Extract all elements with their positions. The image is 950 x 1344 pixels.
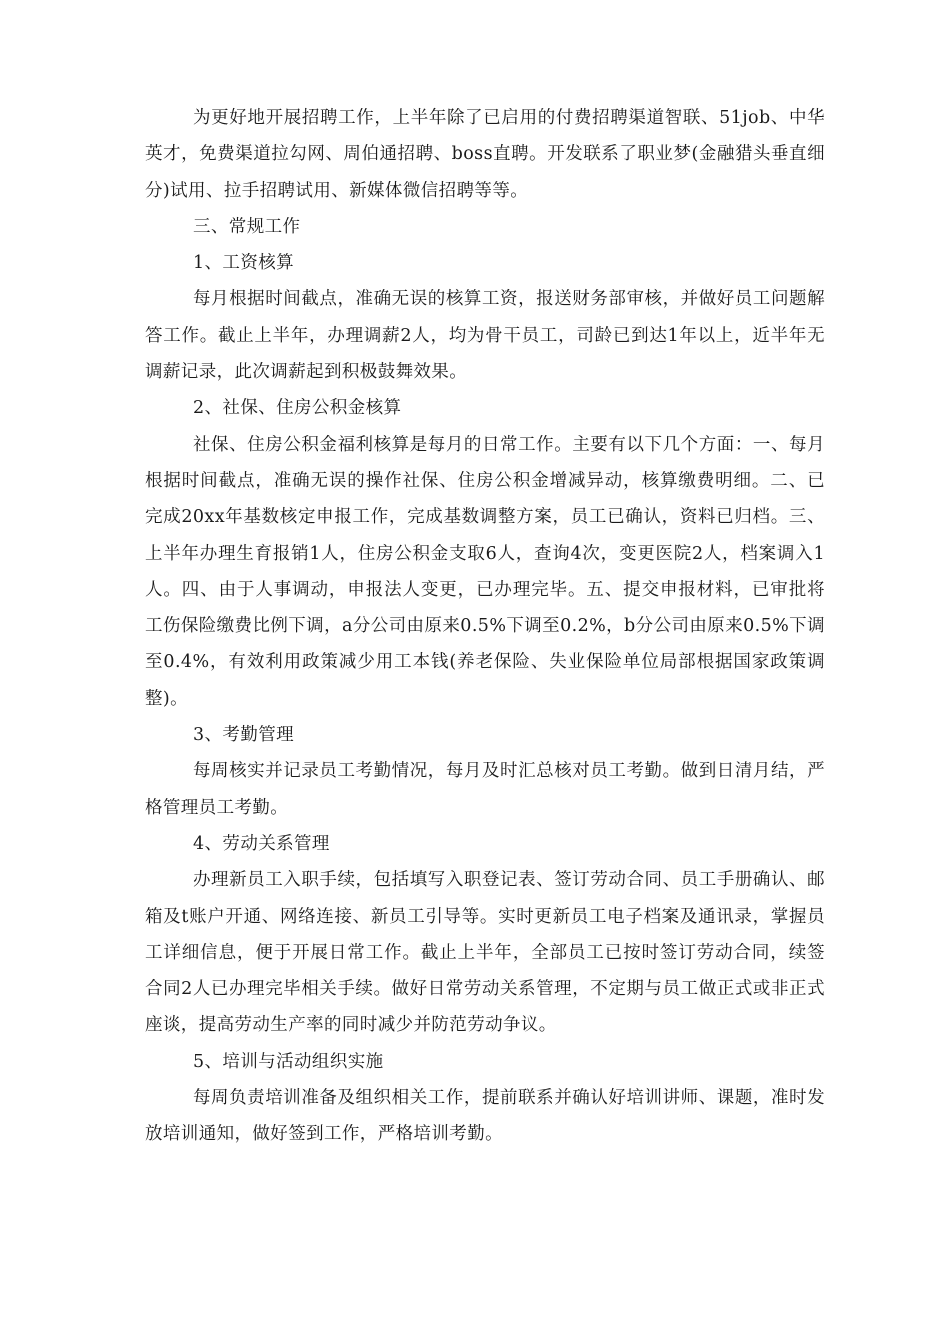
document-page <box>145 100 825 1153</box>
paragraph-social-insurance: 社保、住房公积金福利核算是每月的日常工作。主要有以下几个方面：一、每月根据时间截点，准确无误的操作社保、住房公积金增减异动，核算缴费明细。二、已完成20xx年基数核定申报工作，完成基数调整方案，员工已确认，资料已归档。三、上半年办理生育报销1人，住房公积金支取6人，查询4次，变更医院2人，档案调入1人。四、由于人事调动，申报法人变更，已办理完毕。五、提交申报材料，已审批将工伤保险缴费比例下调，a分公司由原来0.5%下调至0.2%，b分公司由原来0.5%下调至0.4%，有效利用政策减少用工本钱(养老保险、失业保险单位局部根据国家政策调整)。 <box>145 434 825 709</box>
subheading-payroll: 1、工资核算 <box>193 253 295 274</box>
paragraph-labor-relations: 办理新员工入职手续，包括填写入职登记表、签订劳动合同、员工手册确认、邮箱及t账户开通、网络连接、新员工引导等。实时更新员工电子档案及通讯录，掌握员工详细信息，便于开展日常工作。截止上半年，全部员工已按时签订劳动合同，续签合同2人已办理完毕相关手续。做好日常劳动关系管理，不定期与员工做正式或非正式座谈，提高劳动生产率的同时减少并防范劳动争议。 <box>145 870 825 1036</box>
paragraph-recruitment-channels: 为更好地开展招聘工作，上半年除了已启用的付费招聘渠道智联、51job、中华英才，免费渠道拉勾网、周伯通招聘、boss直聘。开发联系了职业梦(金融猎头垂直细分)试用、拉手招聘试用、新媒体微信招聘等等。 <box>145 108 825 201</box>
paragraph-attendance: 每周核实并记录员工考勤情况，每月及时汇总核对员工考勤。做到日清月结，严格管理员工考勤。 <box>145 761 825 818</box>
section-heading-routine-work: 三、常规工作 <box>193 216 301 237</box>
subheading-labor-relations: 4、劳动关系管理 <box>193 833 330 854</box>
subheading-training: 5、培训与活动组织实施 <box>193 1051 384 1072</box>
subheading-social-insurance: 2、社保、住房公积金核算 <box>193 398 402 419</box>
paragraph-training: 每周负责培训准备及组织相关工作，提前联系并确认好培训讲师、课题，准时发放培训通知，做好签到工作，严格培训考勤。 <box>145 1088 825 1145</box>
paragraph-payroll: 每月根据时间截点，准确无误的核算工资，报送财务部审核，并做好员工问题解答工作。截止上半年，办理调薪2人，均为骨干员工，司龄已到达1年以上，近半年无调薪记录，此次调薪起到积极鼓舞效果。 <box>145 289 825 383</box>
subheading-attendance: 3、考勤管理 <box>193 725 295 746</box>
